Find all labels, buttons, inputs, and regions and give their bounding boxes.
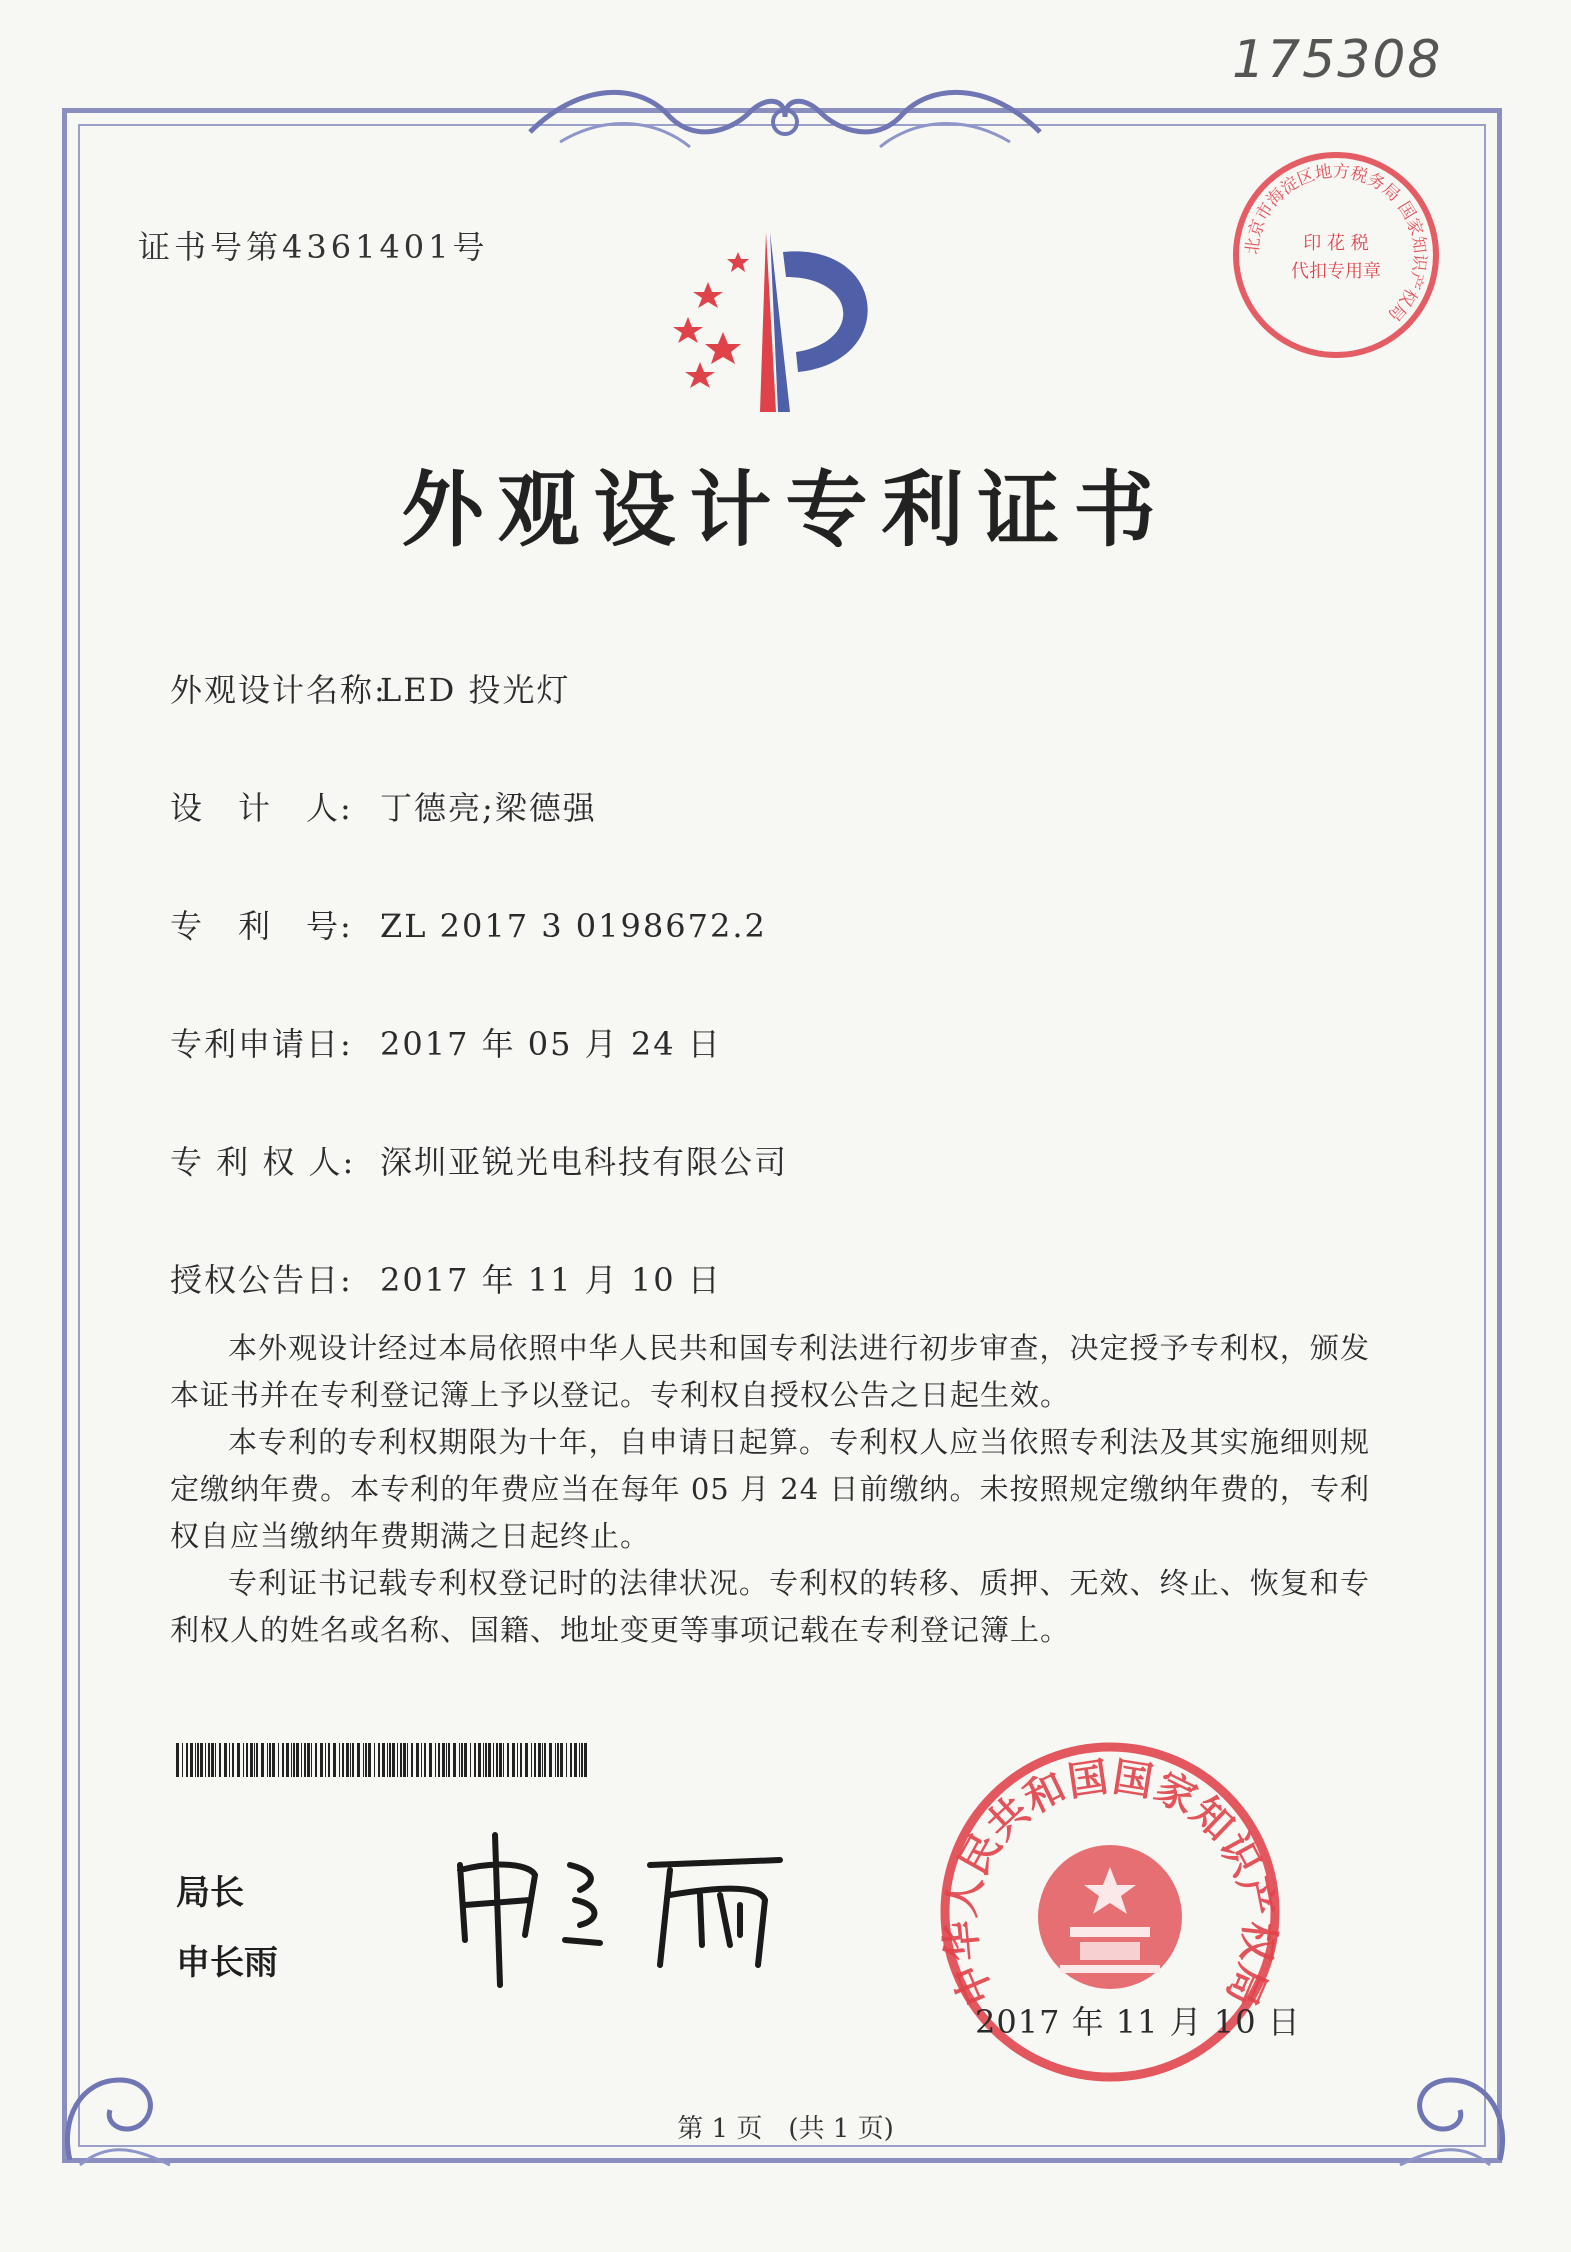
barcode-bar xyxy=(311,1743,312,1777)
certificate-body xyxy=(170,1325,1370,1654)
seal-ring-text: 中华人民共和国国家知识产权局 xyxy=(937,1754,1283,2014)
barcode-bar xyxy=(400,1743,402,1777)
barcode-bar xyxy=(544,1743,546,1777)
barcode-bar xyxy=(392,1743,395,1777)
paragraph: 本外观设计经过本局依照中华人民共和国专利法进行初步审查，决定授予专利权，颁发本证书并在专利登记簿上予以登记。专利权自授权公告之日起生效。 xyxy=(170,1331,1370,1412)
barcode-bar xyxy=(342,1743,344,1777)
barcode-bar xyxy=(333,1743,336,1777)
barcode-bar xyxy=(549,1743,552,1777)
paragraph: 本专利的专利权期限为十年，自申请日起算。专利权人应当依照专利法及其实施细则规定缴纳年费。本专利的年费应当在每年 05 月 24 日前缴纳。未按照规定缴纳年费的，专利权自应当缴纳年费期满之日起终止。 xyxy=(170,1425,1370,1553)
barcode-bar xyxy=(282,1743,284,1777)
barcode-bar xyxy=(464,1743,467,1777)
barcode-bar xyxy=(267,1743,268,1777)
barcode-bar xyxy=(315,1743,317,1777)
barcode-bar xyxy=(453,1743,456,1777)
barcode-bar xyxy=(503,1743,504,1777)
barcode-bar xyxy=(176,1743,179,1777)
barcode-bar xyxy=(182,1743,183,1777)
barcode-bar xyxy=(579,1743,580,1777)
field-patent-number xyxy=(170,901,767,947)
barcode-bar xyxy=(339,1743,340,1777)
barcode-bar xyxy=(560,1743,563,1777)
barcode-bar xyxy=(215,1743,216,1777)
barcode-bar xyxy=(416,1743,419,1777)
barcode-bar xyxy=(483,1743,484,1777)
field-label: 外观设计名称: xyxy=(170,671,387,709)
barcode-bar xyxy=(421,1743,422,1777)
barcode-bar xyxy=(470,1743,471,1777)
barcode-bar xyxy=(448,1743,450,1777)
barcode-bar xyxy=(269,1743,271,1777)
field-value: ZL 2017 3 0198672.2 xyxy=(380,907,767,945)
handwritten-number: 175308 xyxy=(1232,30,1443,90)
barcode-bar xyxy=(403,1743,406,1777)
barcode-bar xyxy=(254,1743,255,1777)
barcode-bar xyxy=(357,1743,360,1777)
barcode-bar xyxy=(496,1743,498,1777)
patent-office-logo-icon xyxy=(648,222,898,422)
field-label: 专 利 号: xyxy=(170,907,353,945)
page-title: 外观设计专利证书 xyxy=(401,463,1170,558)
barcode-bar xyxy=(584,1743,587,1777)
corner-ornament-bottom-left-icon xyxy=(50,2040,180,2170)
barcode-bar xyxy=(555,1743,556,1777)
barcode-bar xyxy=(525,1743,528,1777)
barcode-bar xyxy=(566,1743,567,1777)
barcode-bar xyxy=(542,1743,543,1777)
barcode-bar xyxy=(190,1743,193,1777)
barcode-bar xyxy=(574,1743,577,1777)
barcode-bar xyxy=(378,1743,380,1777)
barcode-bar xyxy=(517,1743,518,1777)
field-value: 丁德亮;梁德强 xyxy=(380,789,597,827)
field-value: 深圳亚锐光电科技有限公司 xyxy=(380,1143,789,1181)
barcode-bar xyxy=(534,1743,536,1777)
field-label: 设 计 人: xyxy=(170,789,353,827)
barcode-bar xyxy=(435,1743,436,1777)
barcode-bar xyxy=(229,1743,230,1777)
field-value: 2017 年 05 月 24 日 xyxy=(380,1025,722,1063)
barcode-bar xyxy=(374,1743,375,1777)
barcode-bar xyxy=(461,1743,463,1777)
barcode-bar xyxy=(205,1743,206,1777)
barcode-bar xyxy=(219,1743,221,1777)
barcode-bar xyxy=(538,1743,541,1777)
barcode-bar xyxy=(325,1743,326,1777)
barcode-bar xyxy=(250,1743,253,1777)
barcode-bar xyxy=(438,1743,440,1777)
tax-stamp-ring-text: 北京市海淀区地方税务局 国家知识产权局 xyxy=(1242,161,1430,325)
field-application-date xyxy=(170,1019,722,1065)
field-label: 专 利 权 人: xyxy=(170,1143,356,1181)
barcode-bar xyxy=(352,1743,354,1777)
barcode-bar xyxy=(296,1743,299,1777)
barcode-bar xyxy=(442,1743,445,1777)
barcode-bar xyxy=(301,1743,302,1777)
certificate-number: 证书号第4361401号 xyxy=(138,228,489,266)
barcode-bar xyxy=(488,1743,491,1777)
barcode-bar xyxy=(224,1743,227,1777)
barcode-bar xyxy=(387,1743,388,1777)
seal-date: 2017 年 11 月 10 日 xyxy=(975,2003,1301,2041)
barcode-bar xyxy=(499,1743,502,1777)
barcode-bar xyxy=(581,1743,583,1777)
barcode-bar xyxy=(411,1743,413,1777)
barcode-bar xyxy=(272,1743,275,1777)
field-value: LED 投光灯 xyxy=(380,671,571,709)
barcode-bar xyxy=(365,1743,367,1777)
barcode-bar xyxy=(320,1743,323,1777)
barcode-bar xyxy=(424,1743,426,1777)
director-title: 局长 xyxy=(176,1873,244,1913)
paragraph: 专利证书记载专利权登记时的法律状况。专利权的转移、质押、无效、终止、恢复和专利权人的姓名或名称、国籍、地址变更等事项记载在专利登记簿上。 xyxy=(170,1566,1370,1647)
field-label: 专利申请日: xyxy=(170,1025,353,1063)
barcode-bar xyxy=(304,1743,306,1777)
barcode-bar xyxy=(478,1743,481,1777)
barcode-bar xyxy=(186,1743,188,1777)
barcode-bar xyxy=(485,1743,487,1777)
top-ornament-icon xyxy=(520,72,1050,162)
barcode-bar xyxy=(237,1743,240,1777)
barcode-bar xyxy=(459,1743,460,1777)
director-name: 申长雨 xyxy=(176,1943,278,1983)
barcode-bar xyxy=(278,1743,279,1777)
barcode-bar xyxy=(246,1743,248,1777)
barcode xyxy=(176,1743,588,1777)
barcode-bar xyxy=(368,1743,371,1777)
barcode-bar xyxy=(350,1743,351,1777)
barcode-bar xyxy=(243,1743,244,1777)
field-value: 2017 年 11 月 10 日 xyxy=(380,1261,722,1299)
barcode-bar xyxy=(195,1743,196,1777)
barcode-bar xyxy=(493,1743,494,1777)
barcode-bar xyxy=(256,1743,258,1777)
corner-ornament-bottom-right-icon xyxy=(1390,2040,1520,2170)
barcode-bar xyxy=(507,1743,509,1777)
barcode-bar xyxy=(346,1743,349,1777)
barcode-bar xyxy=(197,1743,199,1777)
barcode-bar xyxy=(232,1743,234,1777)
field-label: 授权公告日: xyxy=(170,1261,353,1299)
barcode-bar xyxy=(363,1743,364,1777)
field-patentee xyxy=(170,1137,788,1183)
barcode-bar xyxy=(570,1743,572,1777)
barcode-bar xyxy=(429,1743,432,1777)
barcode-bar xyxy=(293,1743,295,1777)
field-designer xyxy=(170,783,597,829)
tax-stamp-line2: 代扣专用章 xyxy=(1291,261,1381,282)
field-design-name xyxy=(170,665,570,711)
barcode-bar xyxy=(520,1743,522,1777)
barcode-bar xyxy=(328,1743,330,1777)
barcode-bar xyxy=(261,1743,264,1777)
barcode-bar xyxy=(211,1743,214,1777)
barcode-bar xyxy=(512,1743,515,1777)
barcode-bar xyxy=(474,1743,476,1777)
barcode-bar xyxy=(208,1743,210,1777)
barcode-bar xyxy=(291,1743,292,1777)
director-signature xyxy=(440,1825,800,1995)
barcode-bar xyxy=(389,1743,391,1777)
barcode-bar xyxy=(531,1743,532,1777)
tax-stamp xyxy=(1228,147,1444,363)
barcode-bar xyxy=(286,1743,289,1777)
field-grant-date xyxy=(170,1255,722,1301)
barcode-bar xyxy=(307,1743,310,1777)
barcode-bar xyxy=(557,1743,559,1777)
barcode-bar xyxy=(200,1743,203,1777)
barcode-bar xyxy=(407,1743,408,1777)
barcode-bar xyxy=(446,1743,447,1777)
barcode-bar xyxy=(382,1743,385,1777)
barcode-bar xyxy=(397,1743,398,1777)
tax-stamp-line1: 印 花 税 xyxy=(1303,233,1369,254)
page-footer: 第 1 页 (共 1 页) xyxy=(677,2114,894,2144)
